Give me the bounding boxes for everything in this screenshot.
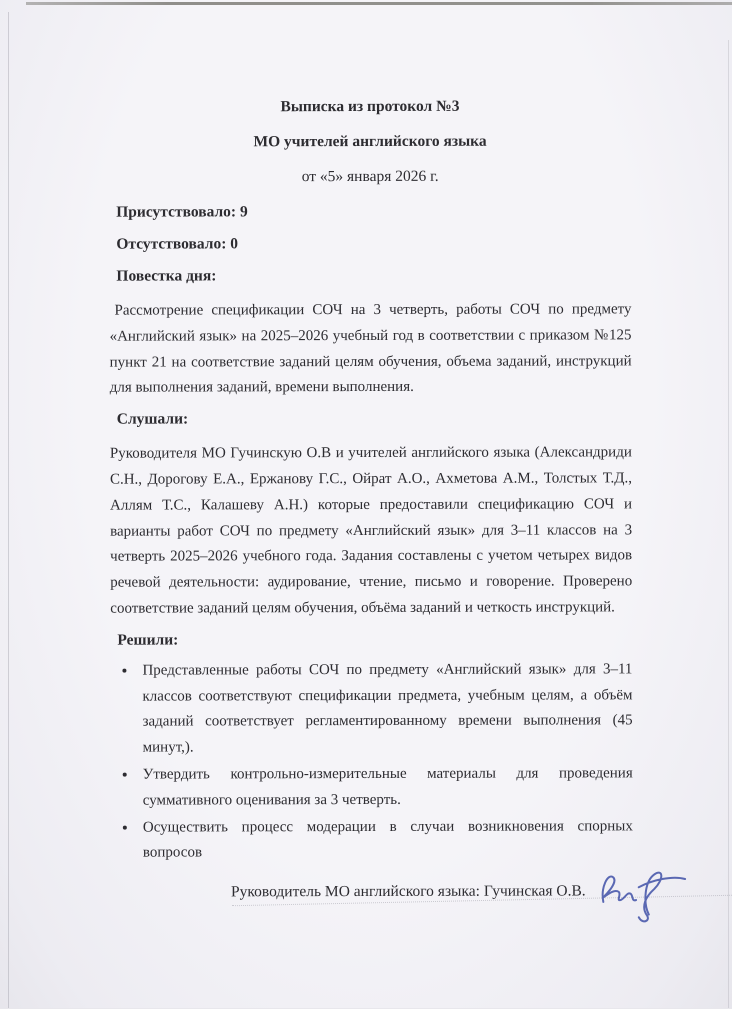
listened-heading: Слушали: (116, 410, 189, 428)
present-count-line: Присутствовало: 9 (116, 203, 248, 221)
signature-title-line: Руководитель МО английского языка: Гучинская О.В. (230, 882, 586, 901)
document-title: Выписка из протокол №3 (280, 97, 460, 116)
absent-count-line: Отсутствовало: 0 (116, 235, 239, 253)
signature-scribble (596, 864, 696, 930)
document-subtitle: МО учителей английского языка (253, 132, 487, 151)
agenda-paragraph: Рассмотрение спецификации СОЧ на 3 четверть, работы СОЧ по предмету «Английский язык» на 2025–2026 учебный год в соответствии с приказом №125 пункт 21 на соответствие заданий целям обучения, объема заданий, инструкций для выполнения заданий, времени выполнения. (109, 301, 632, 397)
agenda-heading: Повестка дня: (116, 267, 217, 285)
decision-item: • Утвердить контрольно-измерительные материалы для проведения суммативного оценивания за 3 четверть. (138, 761, 633, 814)
signature-row (133, 878, 633, 931)
signature-stroke (602, 873, 685, 922)
decided-heading: Решили: (117, 631, 179, 649)
listened-paragraph: Руководителя МО Гучинскую О.В и учителей английского языка (Александриди С.Н., Дорогову Е.А., Ержанову Г.С., Ойрат А.О., Ахметова А.М., Толстых Т.Д., Аллям Т.С., Калашеву А.Н.) которые предоставили спецификацию СОЧ и варианты работ СОЧ по предмету «Английский язык» для 3–11 классов на 3 четверть 2025–2026 учебного года. Задания составлены с учетом четырех видов речевой деятельности: аудирование, чтение, письмо и говорение. Проверено соответствие заданий целям обучения, объёма заданий и четкость инструкций. (109, 444, 633, 617)
decisions-list (110, 657, 633, 867)
decision-item: • Осуществить процесс модерации в случаи возникновения спорных вопросов (138, 814, 633, 867)
document-date: от «5» января 2026 г. (301, 167, 439, 186)
decision-item: • Представленные работы СОЧ по предмету «Английский язык» для 3–11 классов соответствуют спецификации предмета, учебным целям, а объём заданий соответствует регламентированному времени выполнения (45 минут,). (137, 657, 632, 761)
